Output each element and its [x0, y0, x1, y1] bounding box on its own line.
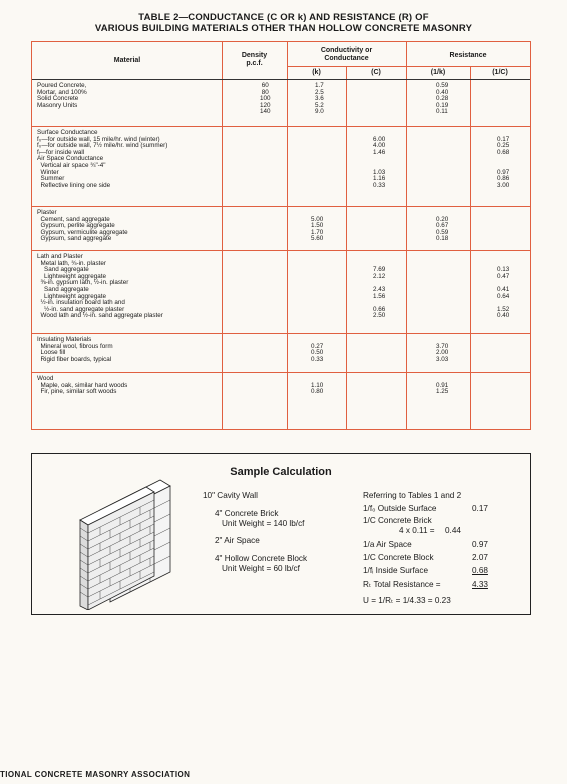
section-plaster-k: 5.00 1.50 1.70 5.60 [311, 215, 324, 243]
header-k: (k) [312, 69, 321, 76]
calc-row-value: 0.97 [472, 540, 488, 549]
section-concrete-density: 60 80 100 120 140 [260, 82, 271, 116]
section-surface-one-over-c: 0.17 0.25 0.68 0.97 0.86 3.00 [497, 135, 510, 189]
section-insulating-k: 0.27 0.50 0.33 [311, 342, 324, 363]
section-plaster-material: Plaster Cement, sand aggregate Gypsum, perlite aggregate Gypsum, vermiculite aggregate Gypsum, sand aggregate [37, 209, 128, 243]
calc-block-label: 4" Hollow Concrete Block [215, 554, 308, 563]
section-wood-one-over-k: 0.91 1.25 [436, 381, 449, 396]
section-concrete-material: Poured Concrete, Mortar, and 100% Solid Concrete Masonry Units [37, 82, 87, 109]
section-insulating-one-over-k: 3.70 2.00 3.03 [436, 342, 449, 363]
calc-air-space: 2" Air Space [215, 536, 260, 545]
section-wood-k: 1.10 0.80 [311, 381, 324, 396]
header-material: Material [113, 57, 141, 64]
calc-row-label: 1/fᵢ Inside Surface [363, 566, 429, 575]
section-surface-c: 6.00 4.00 1.46 1.03 1.16 0.33 [373, 135, 386, 189]
calc-reference: Referring to Tables 1 and 2 [363, 491, 462, 500]
section-wood-material: Wood Maple, oak, similar hard woods Fir, pine, similar soft woods [37, 375, 128, 396]
calc-row-value: 2.07 [472, 553, 488, 562]
calc-row-label: 1/f₀ Outside Surface [363, 504, 437, 513]
calc-row-label: 4 x 0.11 = [399, 526, 435, 535]
header-c: (C) [371, 69, 381, 76]
calc-wall-type: 10" Cavity Wall [203, 491, 258, 500]
sample-calculation-box [31, 453, 531, 615]
section-concrete-k: 1.7 2.5 3.6 5.2 9.0 [315, 82, 324, 116]
section-insulating-material: Insulating Materials Mineral wool, fibrous form Loose fill Rigid fiber boards, typical [37, 336, 113, 363]
section-lath-one-over-c: 0.13 0.47 0.41 0.64 1.52 0.40 [497, 266, 510, 320]
header-density: Density p.c.f. [241, 52, 268, 67]
section-lath-material: Lath and Plaster Metal lath, ¾-in. plaster Sand aggregate Lightweight aggregate ⅜-in. gypsum lath, ½-in. plaster Sand aggregate Lightweight aggregate ½-in. insulation board lath and ½-in. sand aggregate plaster Wood lath and ½-in. sand aggregate plaster [37, 253, 163, 320]
header-one-over-c: (1/C) [492, 69, 508, 76]
title-line-1: TABLE 2—CONDUCTANCE (C OR k) AND RESISTANCE (R) OF [138, 12, 429, 23]
calc-row-label: 1/C Concrete Brick [363, 516, 432, 525]
section-concrete-one-over-k: 0.59 0.40 0.28 0.19 0.11 [436, 82, 449, 116]
calc-u-value: U = 1/Rₜ = 1/4.33 = 0.23 [363, 596, 451, 605]
conductance-table [31, 41, 531, 430]
calc-total-value: 4.33 [472, 580, 488, 589]
calc-title: Sample Calculation [230, 466, 332, 478]
section-surface-material: Surface Conductance f₀—for outside wall, 15 mile/hr. wind (winter) f₀—for outside wall, 7½ mile/hr. wind (summer) fᵢ—for inside wall Air Space Conductance Vertical air space ¾"-4" Winter Summer Reflective lining one side [37, 129, 168, 189]
calc-row-label: 1/C Concrete Block [363, 553, 434, 562]
table-title [0, 12, 567, 34]
footer-association: TIONAL CONCRETE MASONRY ASSOCIATION [0, 770, 191, 779]
calc-row-label: 1/a Air Space [363, 540, 412, 549]
calc-row-value: 0.44 [445, 526, 461, 535]
header-one-over-k: (1/k) [430, 69, 446, 76]
calc-row-value: 0.17 [472, 504, 488, 513]
cavity-wall-illustration [50, 476, 200, 610]
header-resistance: Resistance [449, 52, 487, 59]
section-plaster-one-over-k: 0.20 0.67 0.59 0.18 [436, 215, 449, 243]
calc-block-weight: Unit Weight = 60 lb/cf [222, 564, 300, 573]
calc-brick-weight: Unit Weight = 140 lb/cf [222, 519, 305, 528]
section-lath-c: 7.69 2.12 2.43 1.56 0.66 2.50 [373, 266, 386, 320]
calc-brick-label: 4" Concrete Brick [215, 509, 279, 518]
header-conductivity: Conductivity or Conductance [320, 47, 373, 62]
calc-row-value: 0.68 [472, 566, 488, 575]
title-line-2: VARIOUS BUILDING MATERIALS OTHER THAN HOLLOW CONCRETE MASONRY [94, 23, 473, 34]
calc-total-label: Rₜ Total Resistance = [363, 580, 441, 589]
